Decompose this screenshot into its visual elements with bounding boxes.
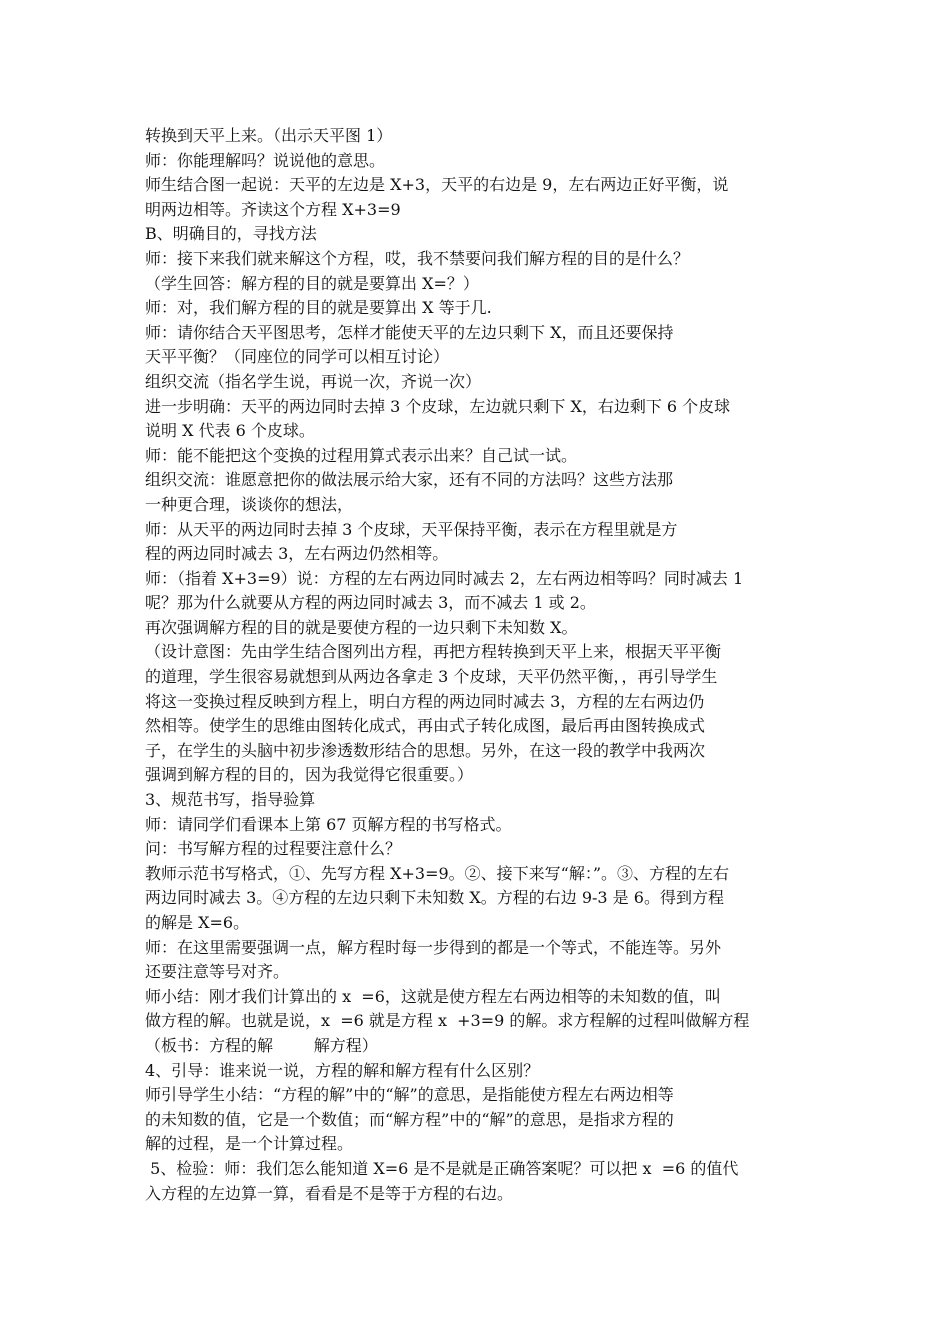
text-line: 呢？那为什么就要从方程的两边同时减去 3，而不减去 1 或 2。 — [145, 593, 596, 613]
text-line: 做方程的解。也就是说，x =6 就是方程 x +3=9 的解。求方程解的过程叫做解方程 — [145, 1011, 750, 1031]
text-line: 师生结合图一起说：天平的左边是 X+3，天平的右边是 9，左右两边正好平衡，说 — [145, 175, 729, 195]
text-line: 说明 X 代表 6 个皮球。 — [145, 421, 315, 441]
text-line: 天平平衡？（同座位的同学可以相互讨论） — [145, 347, 450, 367]
text-line: 强调到解方程的目的，因为我觉得它很重要。） — [145, 765, 474, 785]
text-line: 解的过程，是一个计算过程。 — [145, 1134, 354, 1154]
text-line: 师：接下来我们就来解这个方程，哎，我不禁要问我们解方程的目的是什么？ — [145, 248, 690, 268]
text-line: 师：你能理解吗？说说他的意思。 — [145, 150, 386, 170]
text-line: 师：（指着 X+3=9）说：方程的左右两边同时减去 2，左右两边相等吗？同时减去 1 — [145, 568, 744, 588]
text-line: 师：请你结合天平图思考，怎样才能使天平的左边只剩下 X，而且还要保持 — [145, 322, 674, 342]
section-heading: 4、引导：谁来说一说，方程的解和解方程有什么区别？ — [145, 1060, 540, 1080]
text-line: 再次强调解方程的目的就是要使方程的一边只剩下未知数 X。 — [145, 617, 578, 637]
text-line: 教师示范书写格式，①、先写方程 X+3=9。②、接下来写“解：”。③、方程的左右 — [145, 863, 730, 883]
text-line: 将这一变换过程反映到方程上，明白方程的两边同时减去 3，方程的左右两边仍 — [145, 691, 705, 711]
text-line: 师引导学生小结：“方程的解”中的“解”的意思，是指能使方程左右两边相等 — [145, 1085, 674, 1105]
text-line: 师：在这里需要强调一点，解方程时每一步得到的都是一个等式，不能连等。另外 — [145, 937, 722, 957]
text-line: 还要注意等号对齐。 — [145, 962, 290, 982]
text-line: 程的两边同时减去 3，左右两边仍然相等。 — [145, 544, 449, 564]
text-line: 的道理，学生很容易就想到从两边各拿走 3 个皮球，天平仍然平衡，，再引导学生 — [145, 667, 718, 687]
text-line: 子，在学生的头脑中初步渗透数形结合的思想。另外，在这一段的教学中我两次 — [145, 740, 706, 760]
text-line: 组织交流（指名学生说，再说一次，齐说一次） — [145, 371, 482, 391]
text-line: 师：能不能把这个变换的过程用算式表示出来？自己试一试。 — [145, 445, 578, 465]
text-line: 的解是 X=6。 — [145, 913, 250, 932]
text-line: 进一步明确：天平的两边同时去掉 3 个皮球，左边就只剩下 X，右边剩下 6 个皮球 — [145, 396, 731, 416]
text-line: 师：请同学们看课本上第 67 页解方程的书写格式。 — [145, 814, 512, 834]
document-body — [145, 124, 810, 1206]
section-heading: 5、检验：师：我们怎么能知道 X=6 是不是就是正确答案呢？可以把 x =6 的值代 — [145, 1158, 739, 1178]
text-line: 入方程的左边算一算，看看是不是等于方程的右边。 — [145, 1183, 514, 1203]
text-line: 师：对，我们解方程的目的就是要算出 X 等于几. — [145, 298, 492, 318]
text-line: 师小结：刚才我们计算出的 x =6，这就是使方程左右两边相等的未知数的值，叫 — [145, 986, 721, 1006]
text-line: 组织交流：谁愿意把你的做法展示给大家，还有不同的方法吗？这些方法那 — [145, 470, 674, 490]
text-line: 然相等。使学生的思维由图转化成式，再由式子转化成图，最后再由图转换成式 — [145, 716, 706, 736]
text-line: 转换到天平上来。（出示天平图 1） — [145, 126, 393, 145]
text-line: 问：书写解方程的过程要注意什么？ — [145, 839, 402, 859]
text-line: 的未知数的值，它是一个数值；而“解方程”中的“解”的意思，是指求方程的 — [145, 1109, 674, 1129]
text-line: 一种更合理，谈谈你的想法， — [145, 494, 354, 514]
text-line: （设计意图：先由学生结合图列出方程，再把方程转换到天平上来，根据天平平衡 — [145, 642, 722, 662]
text-line: 明两边相等。齐读这个方程 X+3=9 — [145, 199, 401, 219]
section-heading: B、明确目的，寻找方法 — [145, 224, 317, 244]
text-line: 两边同时减去 3。④方程的左边只剩下未知数 X。方程的右边 9-3 是 6。得到方程 — [145, 888, 724, 908]
text-line: （学生回答：解方程的目的就是要算出 X=？） — [145, 273, 479, 293]
text-line: （板书：方程的解 解方程） — [145, 1035, 378, 1055]
section-heading: 3、规范书写，指导验算 — [145, 790, 316, 810]
text-line: 师：从天平的两边同时去掉 3 个皮球，天平保持平衡，表示在方程里就是方 — [145, 519, 678, 539]
